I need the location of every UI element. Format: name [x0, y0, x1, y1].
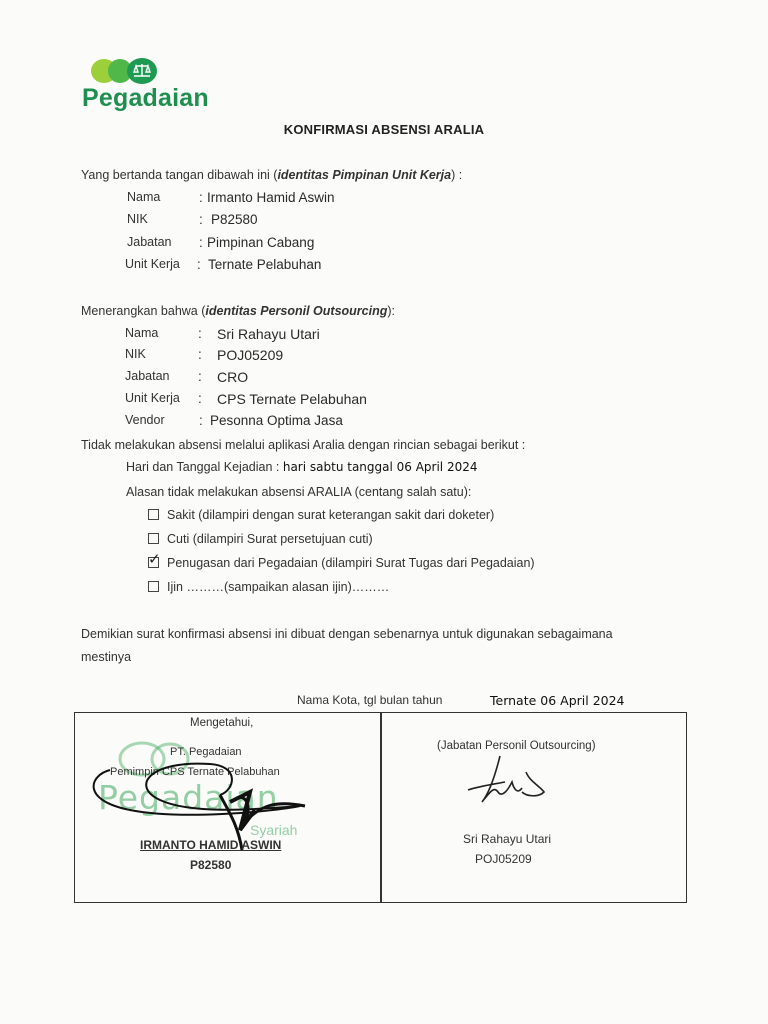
closing-line-1: Demikian surat konfirmasi absensi ini dibuat dengan sebenarnya untuk digunakan sebagaimana: [81, 627, 613, 641]
personnel-vendor-row: Vendor : Pesonna Optima Jasa: [125, 413, 343, 428]
personnel-jabatan-row: Jabatan : CRO: [125, 369, 249, 385]
left-sign-id: P82580: [190, 858, 232, 872]
checkmark-icon: ✓: [148, 551, 161, 568]
personnel-intro: Menerangkan bahwa (identitas Personil Outsourcing):: [81, 304, 396, 318]
personnel-unit-row: Unit Kerja : CPS Ternate Pelabuhan: [125, 391, 367, 407]
place-date-value: Ternate 06 April 2024: [490, 693, 625, 708]
place-date-row: Nama Kota, tgl bulan tahun: [297, 693, 443, 707]
stamp-brand: Pegadaian: [98, 778, 279, 817]
incident-row: Hari dan Tanggal Kejadian : hari sabtu tanggal 06 April 2024: [126, 460, 478, 474]
right-sign-name: Sri Rahayu Utari: [463, 832, 552, 846]
stamp-subbrand: Syariah: [250, 822, 298, 838]
pegadaian-logo: [82, 54, 232, 114]
signer-name-row: Nama : Irmanto Hamid Aswin: [127, 190, 335, 205]
signer-intro: Yang bertanda tangan dibawah ini (identitas Pimpinan Unit Kerja) :: [81, 168, 463, 182]
right-sign-id: POJ05209: [475, 852, 532, 866]
reason-cuti: Cuti (dilampiri Surat persetujuan cuti): [148, 532, 373, 546]
personnel-name-row: Nama : Sri Rahayu Utari: [125, 326, 320, 342]
left-sign-org: PT. Pegadaian: [170, 746, 242, 758]
right-sign-heading: (Jabatan Personil Outsourcing): [437, 740, 596, 752]
statement-text: Tidak melakukan absensi melalui aplikasi Aralia dengan rincian sebagai berikut :: [81, 438, 526, 452]
signer-nik-row: NIK : P82580: [127, 212, 258, 227]
checkbox-ijin[interactable]: [148, 581, 159, 592]
reason-ijin: Ijin ………(sampaikan alasan ijin)………: [148, 580, 389, 594]
signer-jabatan-row: Jabatan : Pimpinan Cabang: [127, 235, 315, 250]
reason-penugasan: ✓ Penugasan dari Pegadaian (dilampiri Surat Tugas dari Pegadaian): [148, 551, 535, 570]
incident-date-value: hari sabtu tanggal 06 April 2024: [282, 460, 478, 474]
right-signature-icon: [460, 752, 550, 812]
left-sign-name: IRMANTO HAMID ASWIN: [140, 838, 282, 852]
left-sign-heading: Mengetahui,: [190, 717, 254, 729]
reason-prompt: Alasan tidak melakukan absensi ARALIA (centang salah satu):: [126, 485, 472, 499]
checkbox-cuti[interactable]: [148, 533, 159, 544]
signature-table-divider: [380, 712, 382, 903]
checkbox-sakit[interactable]: [148, 509, 159, 520]
reason-sakit: Sakit (dilampiri dengan surat keterangan sakit dari doketer): [148, 508, 494, 522]
signer-unit-row: Unit Kerja : Ternate Pelabuhan: [125, 257, 322, 272]
personnel-nik-row: NIK : POJ05209: [125, 347, 284, 363]
left-sign-position: Pemimpin CPS Ternate Pelabuhan: [110, 766, 280, 778]
pegadaian-logo-icon: [88, 56, 168, 86]
document-title: KONFIRMASI ABSENSI ARALIA: [283, 122, 485, 137]
checkbox-penugasan[interactable]: [148, 551, 161, 568]
brand-name: Pegadaian: [82, 84, 209, 112]
closing-line-2: mestinya: [81, 650, 132, 664]
